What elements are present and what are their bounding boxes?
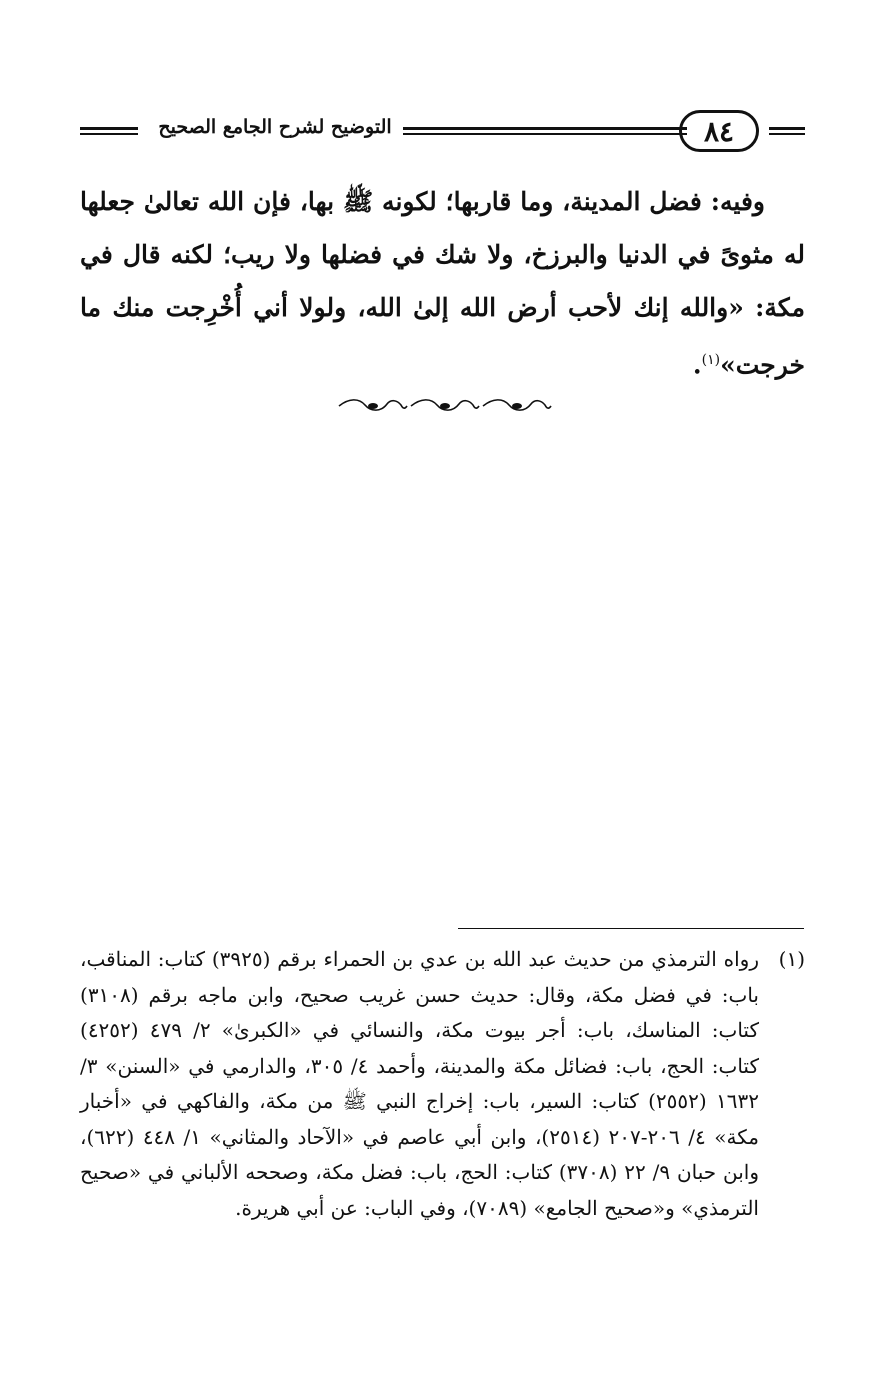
header-rule — [80, 127, 138, 130]
body-paragraph — [80, 175, 805, 391]
running-title: التوضيح لشرح الجامع الصحيح — [158, 116, 392, 138]
footnote-number: (١) — [778, 947, 805, 971]
end-mark: . — [692, 350, 702, 380]
header-rule — [80, 133, 138, 135]
footnote-reference[interactable]: (١) — [701, 352, 721, 368]
header-rule — [769, 127, 805, 130]
section-divider-ornament — [335, 395, 555, 417]
page-number: ٨٤ — [679, 110, 759, 152]
header-rule — [403, 127, 687, 130]
running-header — [80, 110, 805, 154]
footnote — [80, 942, 805, 1226]
body-paragraph-text: وفيه: فضل المدينة، وما قاربها؛ لكونه ﷺ بها، فإن الله تعالىٰ جعلها له مثوىً في الدنيا والبرزخ، ولا شك في فضلها ولا ريب؛ لكنه قال في مكة: «والله إنك لأحب أرض الله إلىٰ الله، ولولا أني أُخْرِجت منك ما خرجت» — [80, 187, 805, 380]
header-rule — [403, 133, 687, 135]
footnote-separator — [458, 928, 804, 929]
footnote-text: رواه الترمذي من حديث عبد الله بن عدي بن الحمراء برقم (٣٩٢٥) كتاب: المناقب، باب: في فضل مكة، وقال: حديث حسن غريب صحيح، وابن ماجه برقم (٣١٠٨) كتاب: المناسك، باب: أجر بيوت مكة، والنسائي في «الكبرىٰ» ٢/ ٤٧٩ (٤٢٥٢) كتاب: الحج، باب: فضائل مكة والمدينة، وأحمد ٤/ ٣٠٥، والدارمي في «السنن» ٣/ ١٦٣٢ (٢٥٥٢) كتاب: السير، باب: إخراج النبي ﷺ من مكة، والفاكهي في «أخبار مكة» ٤/ ٢٠٦-٢٠٧ (٢٥١٤)، وابن أبي عاصم في «الآحاد والمثاني» ١/ ٤٤٨ (٦٢٢)، وابن حبان ٩/ ٢٢ (٣٧٠٨) كتاب: الحج، باب: فضل مكة، وصححه الألباني في «صحيح الترمذي» و«صحيح الجامع» (٧٠٨٩)، وفي الباب: عن أبي هريرة. — [80, 947, 759, 1220]
main-text — [80, 175, 805, 391]
header-rule — [769, 133, 805, 135]
